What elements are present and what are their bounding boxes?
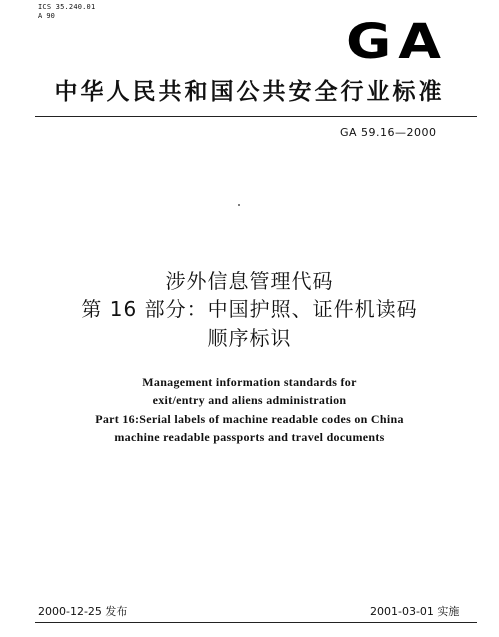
standard-code: GA 59.16—2000 bbox=[340, 126, 437, 139]
title-zh-line-2: 第 16 部分：中国护照、证件机读码 bbox=[81, 297, 418, 321]
header-divider bbox=[35, 116, 477, 117]
footer-divider bbox=[35, 622, 477, 623]
standard-category-title: 中华人民共和国公共安全行业标准 bbox=[54, 79, 445, 105]
implement-date: 2001-03-01 实施 bbox=[370, 605, 460, 618]
title-zh-line-3: 顺序标识 bbox=[207, 326, 292, 350]
ccs-number: A 90 bbox=[38, 12, 55, 20]
ics-number: ICS 35.240.01 bbox=[38, 3, 96, 11]
title-en-line-1: Management information standards for bbox=[142, 375, 357, 389]
title-en-line-3: Part 16:Serial labels of machine readable codes on China bbox=[95, 412, 404, 426]
center-mark bbox=[238, 204, 240, 206]
title-en-line-2: exit/entry and aliens administration bbox=[152, 393, 347, 407]
publish-date: 2000-12-25 发布 bbox=[38, 605, 128, 618]
ga-logo: GA bbox=[346, 14, 448, 70]
title-en-line-4: machine readable passports and travel documents bbox=[114, 430, 385, 444]
title-zh-line-1: 涉外信息管理代码 bbox=[165, 269, 334, 293]
